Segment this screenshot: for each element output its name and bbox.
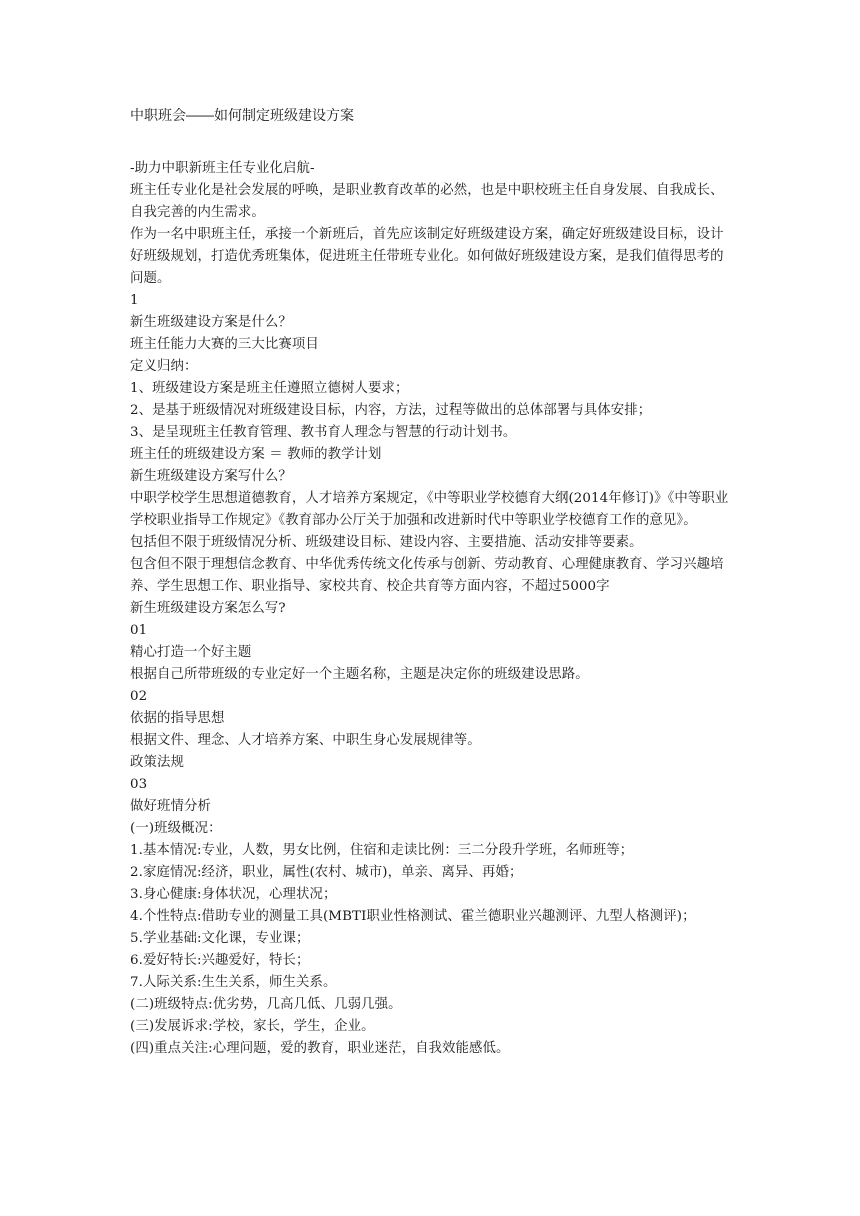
section-heading: 新生班级建设方案是什么？	[130, 315, 292, 330]
subtitle-paragraph: -助力中职新班主任专业化启航-	[130, 161, 315, 176]
intro-paragraph: 班主任专业化是社会发展的呼唤，是职业教育改革的必然，也是中职校班主任自身发展、自我成长、自我完善的内生需求。	[130, 183, 724, 220]
list-item: 2.家庭情况:经济，职业，属性(农村、城市)，单亲、离异、再婚；	[130, 865, 523, 880]
list-item: (三)发展诉求:学校，家长，学生，企业。	[130, 1019, 375, 1034]
body-line: 包括但不限于班级情况分析、班级建设目标、建设内容、主要措施、活动安排等要素。	[130, 535, 643, 550]
step-number: 02	[130, 689, 148, 704]
body-line: 定义归纳：	[130, 359, 198, 374]
list-item: 3.身心健康:身体状况，心理状况；	[130, 887, 337, 902]
list-item: 6.爱好特长:兴趣爱好，特长；	[130, 953, 310, 968]
step-heading: 做好班情分析	[130, 799, 211, 814]
list-item: 7.人际关系:生生关系，师生关系。	[130, 975, 337, 990]
body-line: 班主任能力大赛的三大比赛项目	[130, 337, 319, 352]
list-item: (四)重点关注:心理问题，爱的教育，职业迷茫，自我效能感低。	[130, 1041, 510, 1056]
section-number: 1	[130, 293, 139, 308]
body-line: 根据自己所带班级的专业定好一个主题名称，主题是决定你的班级建设思路。	[130, 667, 589, 682]
list-item: 2、是基于班级情况对班级建设目标，内容，方法，过程等做出的总体部署与具体安排；	[130, 403, 652, 418]
list-item: 5.学业基础:文化课，专业课；	[130, 931, 310, 946]
section-heading: 新生班级建设方案写什么？	[130, 469, 292, 484]
step-heading: 依据的指导思想	[130, 711, 225, 726]
body-line: 班主任的班级建设方案 ＝ 教师的教学计划	[130, 447, 382, 462]
list-item: (二)班级特点:优劣势，几高几低、几弱几强。	[130, 997, 402, 1012]
title-spacer	[130, 128, 730, 158]
list-item: 1.基本情况:专业，人数，男女比例，住宿和走读比例：三二分段升学班，名师班等；	[130, 843, 634, 858]
document-body	[130, 158, 730, 1060]
list-item: (一)班级概况：	[130, 821, 222, 836]
list-item: 4.个性特点:借助专业的测量工具(MBTI职业性格测试、霍兰德职业兴趣测评、九型人格测评)；	[130, 909, 696, 924]
step-heading: 精心打造一个好主题	[130, 645, 252, 660]
body-line: 政策法规	[130, 755, 184, 770]
body-paragraph: 包含但不限于理想信念教育、中华优秀传统文化传承与创新、劳动教育、心理健康教育、学习兴趣培养、学生思想工作、职业指导、家校共育、校企共育等方面内容，不超过5000字	[130, 557, 724, 594]
step-number: 03	[130, 777, 148, 792]
body-line: 根据文件、理念、人才培养方案、中职生身心发展规律等。	[130, 733, 481, 748]
section-heading: 新生班级建设方案怎么写?	[130, 601, 286, 616]
document-page	[130, 104, 730, 1060]
list-item: 1、班级建设方案是班主任遵照立德树人要求；	[130, 381, 409, 396]
step-number: 01	[130, 623, 148, 638]
document-title: 中职班会――如何制定班级建设方案	[130, 108, 354, 124]
intro-paragraph: 作为一名中职班主任，承接一个新班后，首先应该制定好班级建设方案，确定好班级建设目标，设计好班级规划，打造优秀班集体，促进班主任带班专业化。如何做好班级建设方案，是我们值得思考的问题。	[130, 227, 724, 286]
list-item: 3、是呈现班主任教育管理、教书育人理念与智慧的行动计划书。	[130, 425, 517, 440]
body-paragraph: 中职学校学生思想道德教育，人才培养方案规定，《中等职业学校德育大纲(2014年修订)》《中等职业学校职业指导工作规定》《教育部办公厅关于加强和改进新时代中等职业学校德育工作的意见》。	[130, 491, 729, 528]
